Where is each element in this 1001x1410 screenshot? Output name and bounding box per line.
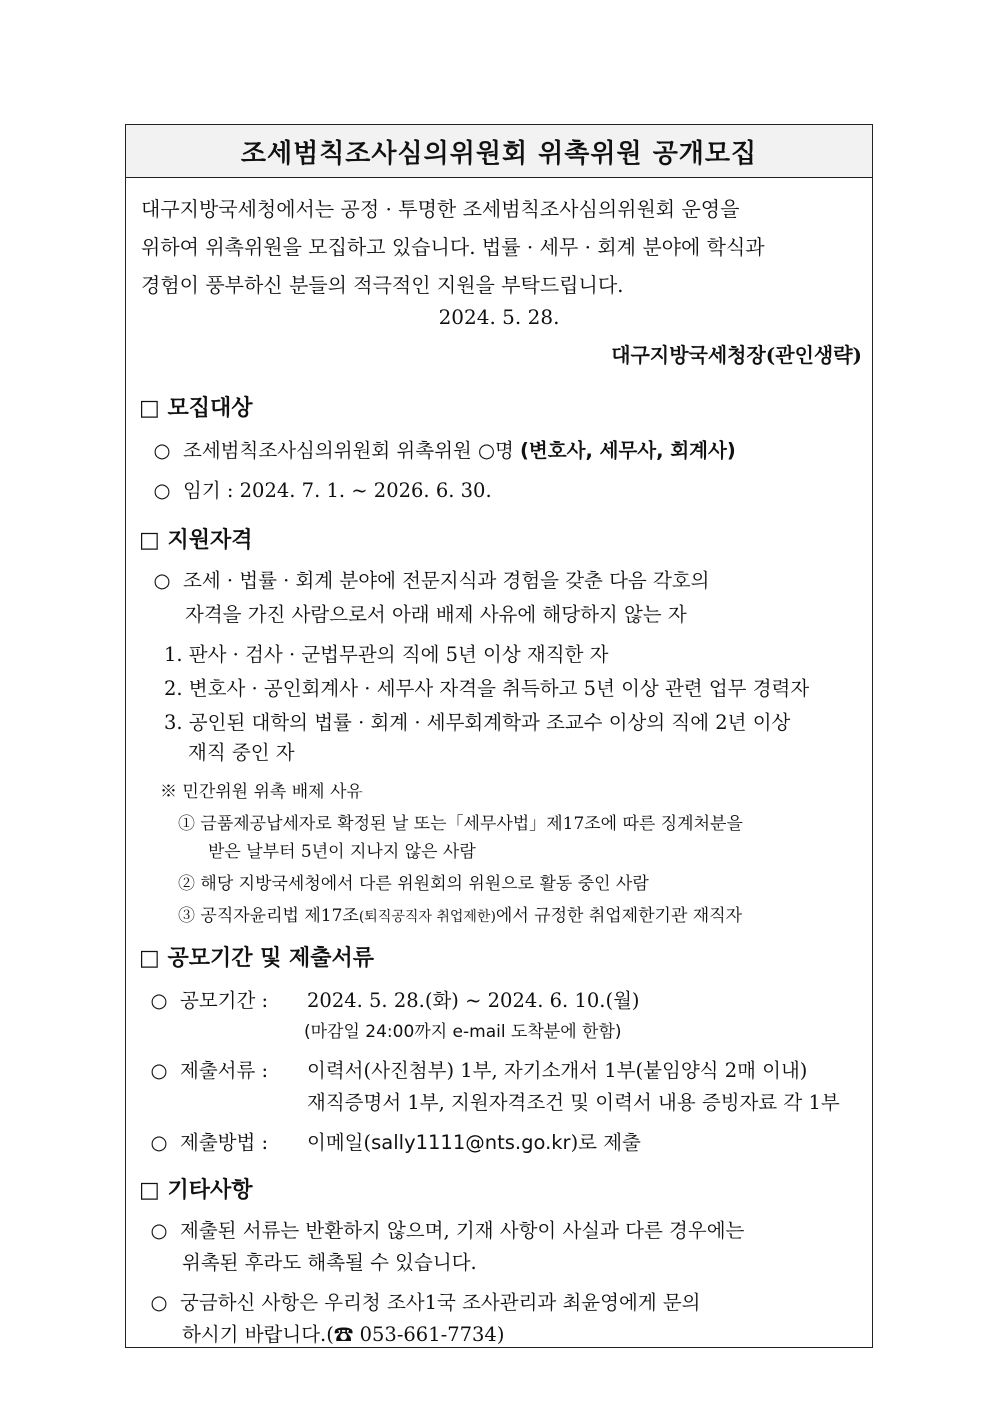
numbered-item: 2. 변호사 · 공인회계사 · 세무사 자격을 취득하고 5년 이상 관련 업무 경력자 [164, 677, 810, 700]
item-text: 하시기 바랍니다.( [182, 1323, 334, 1346]
checkbox-bullet-icon: □ [139, 946, 160, 971]
intro-line: 대구지방국세청에서는 공정 · 투명한 조세범칙조사심의위원회 운영을 [141, 197, 740, 221]
list-item [148, 1127, 268, 1155]
period-note: (마감일 24:00까지 e-mail 도착분에 한함) [304, 1022, 622, 1042]
item-text-continued [182, 1319, 504, 1347]
item-bold-text: (변호사, 세무사, 회계사) [520, 439, 736, 462]
email-link[interactable]: sally1111@nts.go.kr [371, 1131, 571, 1154]
method-text: 이메일( [307, 1131, 372, 1154]
intro-line: 경험이 풍부하신 분들의 적극적인 지원을 부탁드립니다. [141, 273, 624, 297]
exclusion-item: ① 금품제공납세자로 확정된 날 또는「세무사법」제17조에 따른 징계처분을 [178, 814, 743, 834]
item-text-continued: 위촉된 후라도 해촉될 수 있습니다. [182, 1251, 477, 1274]
exclusion-small-text: (퇴직공직자 취업제한) [358, 909, 496, 925]
method-text: )로 제출 [570, 1131, 641, 1154]
signer: 대구지방국세청장(관인생략) [611, 343, 862, 367]
numbered-item: 3. 공인된 대학의 법률 · 회계 · 세무회계학과 조교수 이상의 직에 2년 이상 [164, 711, 791, 734]
section-heading-other [139, 1173, 252, 1204]
exclusion-item [178, 901, 742, 926]
note-heading: ※ 민간위원 위촉 배제 사유 [160, 782, 363, 802]
item-text: ) [496, 1323, 505, 1346]
phone-number: 053-661-7734 [359, 1323, 497, 1346]
documents-value: 이력서(사진첨부) 1부, 자기소개서 1부(붙임양식 2매 이내) [307, 1059, 808, 1082]
item-label: 제출방법 : [180, 1131, 269, 1154]
item-text: 궁금하신 사항은 우리청 조사1국 조사관리과 최윤영에게 문의 [180, 1291, 701, 1314]
numbered-item-continued: 재직 중인 자 [188, 741, 295, 764]
announcement-date: 2024. 5. 28. [438, 305, 560, 329]
checkbox-bullet-icon: □ [139, 1178, 160, 1203]
item-text: 임기 : 2024. 7. 1. ~ 2026. 6. 30. [183, 479, 492, 502]
exclusion-text: 에서 규정한 취업제한기관 재직자 [495, 906, 743, 926]
exclusion-item-continued: 받은 날부터 5년이 지나지 않은 사람 [208, 842, 476, 862]
method-value [307, 1127, 641, 1155]
circle-bullet-icon: ○ [150, 1131, 168, 1154]
circle-bullet-icon: ○ [153, 569, 171, 592]
section-heading-text: 모집대상 [167, 396, 253, 421]
item-text: 제출된 서류는 반환하지 않으며, 기재 사항이 사실과 다른 경우에는 [180, 1219, 745, 1242]
item-text-continued: 자격을 가진 사람으로서 아래 배제 사유에 해당하지 않는 자 [185, 603, 687, 626]
checkbox-bullet-icon: □ [139, 528, 160, 553]
list-item [148, 985, 268, 1013]
numbered-item: 1. 판사 · 검사 · 군법무관의 직에 5년 이상 재직한 자 [164, 643, 609, 666]
checkbox-bullet-icon: □ [139, 396, 160, 421]
list-item [148, 1055, 268, 1083]
item-label: 공모기간 : [180, 989, 269, 1012]
circle-bullet-icon: ○ [153, 439, 171, 462]
documents-value: 재직증명서 1부, 지원자격조건 및 이력서 내용 증빙자료 각 1부 [307, 1091, 840, 1114]
list-item [151, 565, 709, 593]
list-item [148, 1287, 701, 1315]
item-label: 제출서류 : [180, 1059, 269, 1082]
circle-bullet-icon: ○ [150, 1059, 168, 1082]
intro-paragraph [141, 190, 860, 304]
item-text: 조세 · 법률 · 회계 분야에 전문지식과 경험을 갖춘 다음 각호의 [183, 569, 710, 592]
phone-icon: ☎ [333, 1323, 354, 1346]
section-heading-text: 지원자격 [167, 528, 253, 553]
circle-bullet-icon: ○ [150, 989, 168, 1012]
item-text: 조세범칙조사심의위원회 위촉위원 ○명 [183, 439, 514, 462]
list-item [151, 435, 736, 463]
exclusion-text: ③ 공직자윤리법 제17조 [178, 906, 359, 926]
exclusion-item: ② 해당 지방국세청에서 다른 위원회의 위원으로 활동 중인 사람 [178, 874, 649, 894]
period-value: 2024. 5. 28.(화) ~ 2024. 6. 10.(월) [307, 989, 640, 1012]
section-heading-text: 기타사항 [167, 1178, 253, 1203]
section-heading-recruitment [139, 391, 252, 422]
circle-bullet-icon: ○ [150, 1219, 168, 1242]
circle-bullet-icon: ○ [150, 1291, 168, 1314]
document-title: 조세범칙조사심의위원회 위촉위원 공개모집 [126, 125, 872, 178]
section-heading-period-documents [139, 941, 374, 972]
list-item [148, 1215, 744, 1243]
section-heading-qualification [139, 523, 252, 554]
section-heading-text: 공모기간 및 제출서류 [167, 946, 375, 971]
list-item [151, 475, 492, 503]
announcement-document [125, 124, 873, 1348]
circle-bullet-icon: ○ [153, 479, 171, 502]
intro-line: 위하여 위촉위원을 모집하고 있습니다. 법률 · 세무 · 회계 분야에 학식과 [141, 235, 765, 259]
